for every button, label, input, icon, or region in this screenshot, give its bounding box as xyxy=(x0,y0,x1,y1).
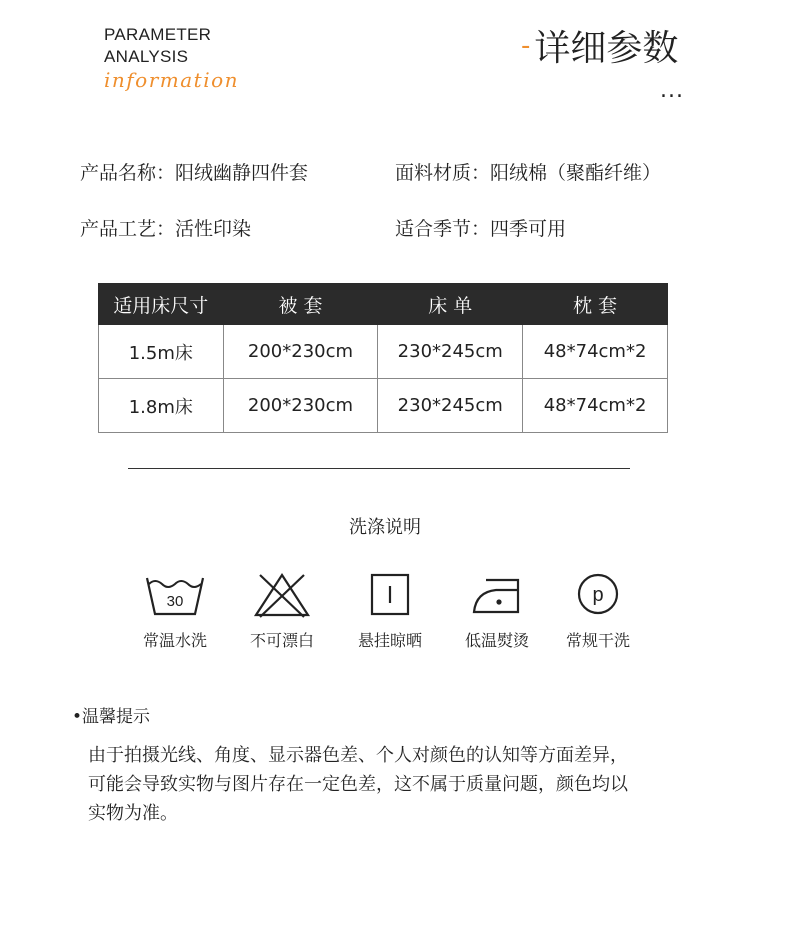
tip-body xyxy=(88,741,708,828)
wash-label: 悬挂晾晒 xyxy=(357,631,422,650)
size-table-header: 适用床尺寸 xyxy=(99,284,224,325)
param-season: 适合季节：四季可用 xyxy=(395,218,567,240)
no-bleach-icon xyxy=(251,572,313,618)
table-row xyxy=(99,325,668,379)
wash-item xyxy=(442,572,552,651)
tip-line: 可能会导致实物与图片存在一定色差，这不属于质量问题，颜色均以 xyxy=(88,774,628,795)
header-en-line2: ANALYSIS xyxy=(104,47,189,66)
table-cell: 1.8m床 xyxy=(99,379,224,433)
param-material: 面料材质：阳绒棉（聚酯纤维） xyxy=(395,162,662,184)
wash-label: 不可漂白 xyxy=(249,631,314,650)
wash-label: 低温熨烫 xyxy=(464,631,529,650)
wash-30-icon xyxy=(144,572,206,618)
tip-line: 由于拍摄光线、角度、显示器色差、个人对颜色的认知等方面差异， xyxy=(88,745,628,766)
size-table xyxy=(98,283,668,433)
header-cn-text: 详细参数 xyxy=(534,28,679,69)
header-chinese-title xyxy=(521,20,678,71)
size-table-header-row xyxy=(99,284,668,325)
table-cell: 200*230cm xyxy=(223,325,378,379)
param-name: 产品名称：阳绒幽静四件套 xyxy=(80,162,309,184)
header-en-line1: PARAMETER xyxy=(104,25,212,44)
dry-clean-mark: p xyxy=(592,584,604,606)
low-iron-icon xyxy=(466,572,528,618)
tip-line: 实物为准。 xyxy=(88,803,178,824)
tip-title: •温馨提示 xyxy=(72,707,151,727)
wash-title: 洗涤说明 xyxy=(349,517,421,538)
table-cell: 48*74cm*2 xyxy=(523,379,668,433)
wash-item xyxy=(543,572,653,651)
wash-item xyxy=(120,572,230,651)
hang-dry-icon xyxy=(359,572,421,618)
header-dash: - xyxy=(521,31,531,61)
wash-label: 常规干洗 xyxy=(565,631,630,650)
size-table-header: 床 单 xyxy=(378,284,523,325)
table-cell: 48*74cm*2 xyxy=(523,325,668,379)
size-table-header: 枕 套 xyxy=(523,284,668,325)
wash-label: 常温水洗 xyxy=(142,631,207,650)
header-script-text: information xyxy=(104,68,240,92)
header-english-title xyxy=(104,24,211,68)
header-dots: ... xyxy=(660,78,684,103)
table-cell: 230*245cm xyxy=(378,379,523,433)
dry-clean-p-icon xyxy=(567,572,629,618)
wash-item xyxy=(335,572,445,651)
param-craft: 产品工艺：活性印染 xyxy=(80,218,252,240)
table-cell: 230*245cm xyxy=(378,325,523,379)
table-cell: 200*230cm xyxy=(223,379,378,433)
wash-item xyxy=(227,572,337,651)
table-cell: 1.5m床 xyxy=(99,325,224,379)
wash-temp-mark: 30 xyxy=(166,593,184,610)
table-row xyxy=(99,379,668,433)
section-divider xyxy=(128,468,630,469)
size-table-header: 被 套 xyxy=(223,284,378,325)
